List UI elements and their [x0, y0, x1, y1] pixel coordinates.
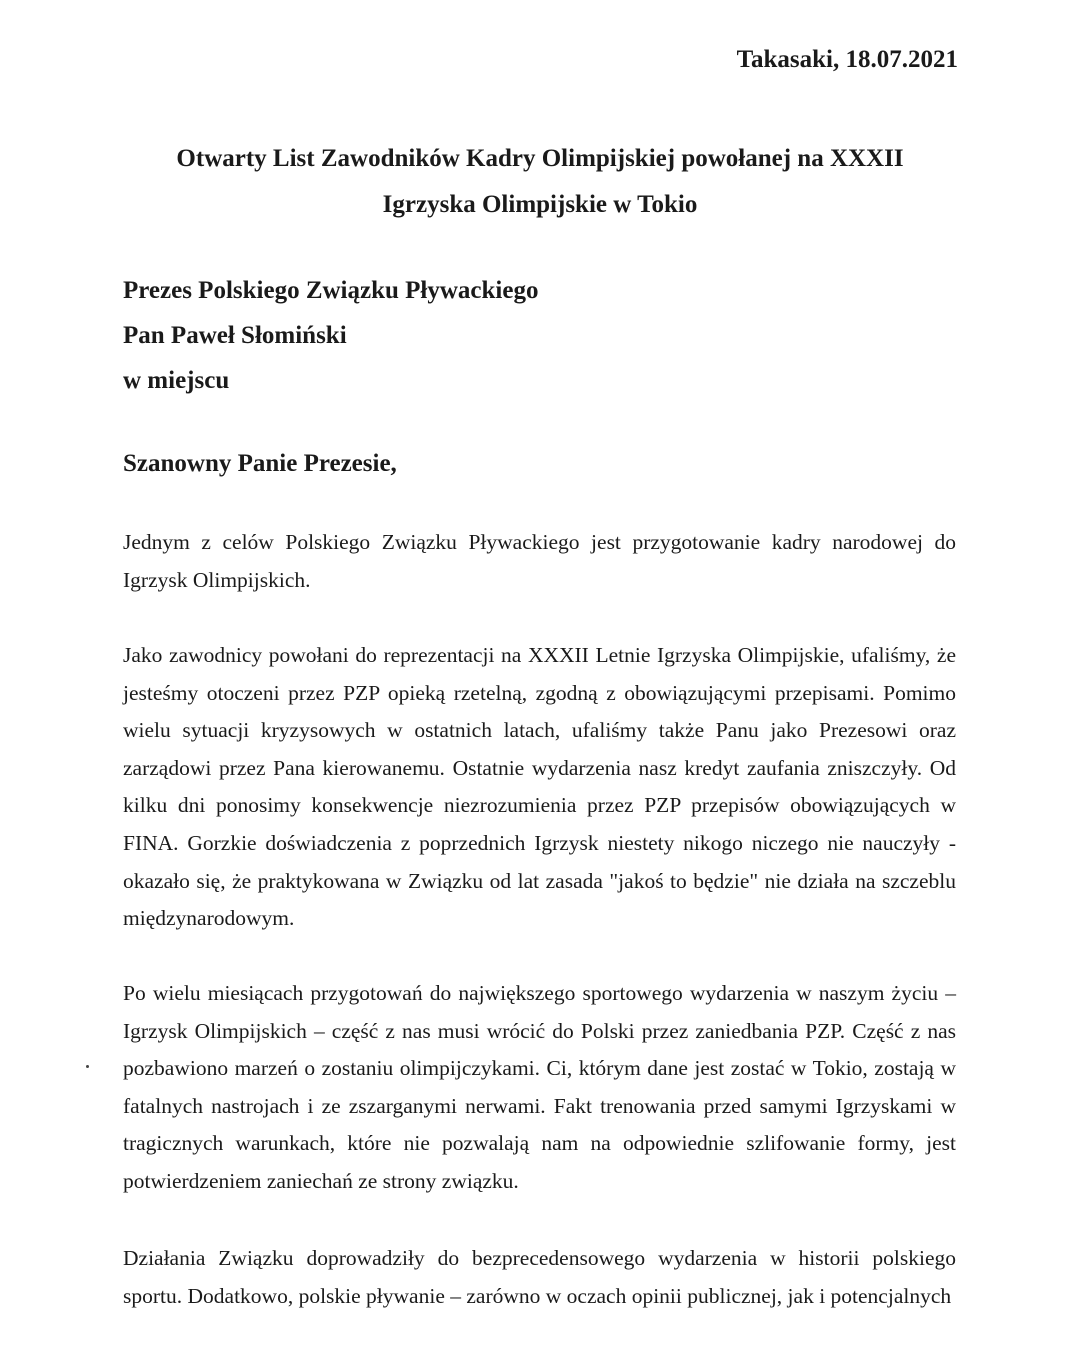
scan-speck [86, 1065, 89, 1068]
addressee-block [123, 268, 538, 403]
paragraph-4: Działania Związku doprowadziły do bezprecedensowego wydarzenia w historii polskiego sportu. Dodatkowo, polskie pływanie – zarówno w oczach opinii publicznej, jak i potencjalnych [123, 1246, 956, 1308]
paragraph-2: Jako zawodnicy powołani do reprezentacji na XXXII Letnie Igrzyska Olimpijskie, ufaliśmy, że jesteśmy otoczeni przez PZP opieką rzetelną, zgodną z obowiązującymi przepisami. Pomimo wielu sytuacji kryzysowych w ostatnich latach, ufaliśmy także Panu jako Prezesowi oraz zarządowi przez Pana kierowanemu. Ostatnie wydarzenia nasz kredyt zaufania zniszczyły. Od kilku dni ponosimy konsekwencje niezrozumienia przez PZP przepisów obowiązujących w FINA. Gorzkie doświadczenia z poprzednich Igrzysk niestety nikogo niczego nie nauczyły - okazało się, że praktykowana w Związku od lat zasada "jakoś to będzie" nie działa na szczeblu międzynarodowym. [123, 643, 956, 931]
title-line-1: Otwarty List Zawodników Kadry Olimpijskiej powołanej na XXXII [176, 145, 904, 172]
salutation: Szanowny Panie Prezesie, [123, 450, 397, 477]
letter-title [120, 136, 960, 228]
addressee-line-1: Prezes Polskiego Związku Pływackiego [123, 277, 539, 304]
title-line-2: Igrzyska Olimpijskie w Tokio [382, 191, 698, 218]
paragraph-3: Po wielu miesiącach przygotowań do największego sportowego wydarzenia w naszym życiu – Igrzysk Olimpijskich – część z nas musi wrócić do Polski przez zaniedbania PZP. Część z nas pozbawiono marzeń o zostaniu olimpijczykami. Ci, którym dane jest zostać w Tokio, zostają w fatalnych nastrojach i ze zszarganymi nerwami. Fakt trenowania przed samymi Igrzyskami w tragicznych warunkach, które nie pozwalają nam na odpowiednie szlifowanie formy, jest potwierdzeniem zaniechań ze strony związku. [123, 981, 956, 1193]
addressee-line-3: w miejscu [123, 367, 230, 394]
addressee-line-2: Pan Paweł Słomiński [123, 322, 347, 349]
letter-date: Takasaki, 18.07.2021 [736, 46, 958, 73]
paragraph-1: Jednym z celów Polskiego Związku Pływackiego jest przygotowanie kadry narodowej do Igrzysk Olimpijskich. [123, 530, 956, 592]
